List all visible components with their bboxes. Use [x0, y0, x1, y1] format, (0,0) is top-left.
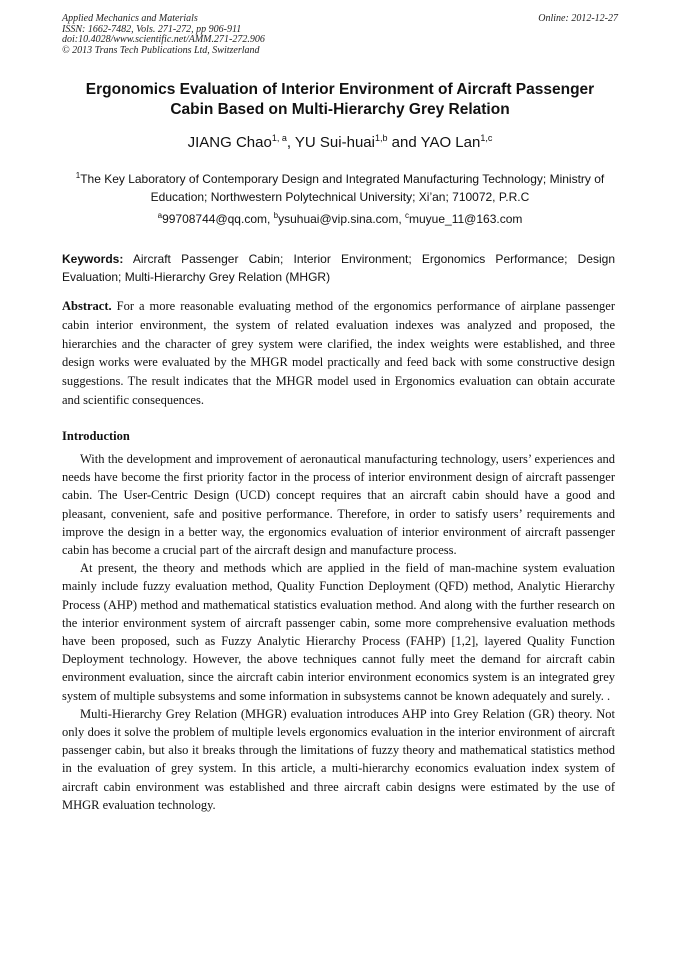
email-c-sup: c — [405, 211, 410, 220]
email-a: 99708744@qq.com, — [162, 212, 274, 226]
affiliation — [62, 170, 618, 206]
affiliation-line-2: Education; Northwestern Polytechnical University; Xi’an; 710072, P.R.C — [150, 190, 530, 204]
doi-line: doi:10.4028/www.scientific.net/AMM.271-272.906 — [62, 34, 265, 45]
body-paragraph: At present, the theory and methods which are applied in the field of man-machine system evaluation mainly include fuzzy evaluation method, Quality Function Deployment (QFD) method, Analytic Hierarchy Process (AHP) method and mathematical statistics evaluation method. And along with the further research on the interior environment system of aircraft passenger cabin, some more comprehensive evaluation methods have been proposed, such as Fuzzy Analytic Hierarchy Process (FAHP) [1,2], layered Quality Function Deployment technology. However, the above techniques cannot fully meet the demand for aircraft cabin environment evaluation, since the aircraft cabin interior environment economics system is an integrated grey system of multiple subsystems and some information in subsystems cannot be known adequately and surely. . — [62, 561, 615, 703]
affiliation-line-1 — [62, 170, 618, 188]
section-heading-introduction: Introduction — [62, 429, 130, 443]
body-paragraph: With the development and improvement of aeronautical manufacturing technology, users’ experiences and needs have become the first priority factor in the process of interior environment design of aircraft passenger cabin. The User-Centric Design (UCD) concept requires that an aircraft cabin should have a good and pleasant, convenient, safe and positive performance. Therefore, in order to satisfy users’ requirements and improve the design in a better way, the ergonomics evaluation of interior environment of aircraft passenger cabin has become a crucial part of the aircraft design and manufacture process. — [62, 452, 615, 558]
author-3-name: YAO Lan — [420, 134, 481, 151]
email-b: ysuhuai@vip.sina.com, — [278, 212, 406, 226]
affiliation-text-1: The Key Laboratory of Contemporary Design and Integrated Manufacturing Technology; Ministry of — [80, 172, 605, 186]
affiliation-sup: 1 — [75, 171, 81, 180]
abstract-text: For a more reasonable evaluating method of the ergonomics performance of airplane passenger cabin interior environment, the system of related evaluation indexes was analyzed and proposed, the hierarchies and the character of grey system were clarified, the index weights were established, and three design works were evaluated by the MHGR model practically and feed back with some constructive design suggestions. The result indicates that the MHGR model used in Ergonomics evaluation can obtain accurate and scientific consequences. — [62, 299, 615, 407]
body-paragraph: Multi-Hierarchy Grey Relation (MHGR) evaluation introduces AHP into Grey Relation (GR) theory. Not only does it solve the problem of multiple levels ergonomics evaluation in the interior environment of aircraft passenger cabin, but also it breaks through the limitations of fuzzy theory and mathematical statistics method in the evaluation of grey system. In this article, a multi-hierarchy economics evaluation index system of aircraft cabin environment was established and three aircraft cabin designs were estimated by the use of MHGR evaluation technology. — [62, 706, 615, 812]
abstract-label: Abstract. — [62, 299, 112, 313]
author-separator-2: and — [387, 134, 421, 151]
copyright-line: © 2013 Trans Tech Publications Ltd, Switzerland — [62, 44, 260, 56]
title-line-2: Cabin Based on Multi-Hierarchy Grey Relation — [170, 101, 510, 118]
paper-title — [62, 80, 618, 120]
abstract — [62, 297, 615, 410]
introduction-body — [62, 450, 615, 814]
email-a-sup: a — [157, 211, 163, 220]
email-c: muyue_11@163.com — [409, 212, 523, 226]
author-1-name: JIANG Chao — [187, 134, 272, 151]
email-b-sup: b — [273, 211, 279, 220]
keywords-text: Aircraft Passenger Cabin; Interior Environment; Ergonomics Performance; Design Evaluation; Multi-Hierarchy Grey Relation (MHGR) — [62, 252, 615, 284]
issn-line: ISSN: 1662-7482, Vols. 271-272, pp 906-911 — [62, 23, 242, 35]
author-2-affil-sup: 1,b — [374, 133, 388, 143]
author-emails — [62, 211, 618, 227]
journal-name: Applied Mechanics and Materials — [62, 13, 198, 24]
author-separator-1: , — [286, 134, 295, 151]
title-line-1: Ergonomics Evaluation of Interior Environment of Aircraft Passenger — [85, 81, 595, 98]
author-2-name: YU Sui-huai — [294, 134, 375, 151]
keywords-label: Keywords: — [62, 252, 124, 266]
author-3-affil-sup: 1,c — [480, 133, 493, 143]
keywords — [62, 251, 615, 286]
journal-header — [62, 14, 618, 56]
online-date: Online: 2012-12-27 — [538, 13, 618, 24]
author-list — [62, 133, 618, 153]
author-1-affil-sup: 1, a — [271, 133, 287, 143]
